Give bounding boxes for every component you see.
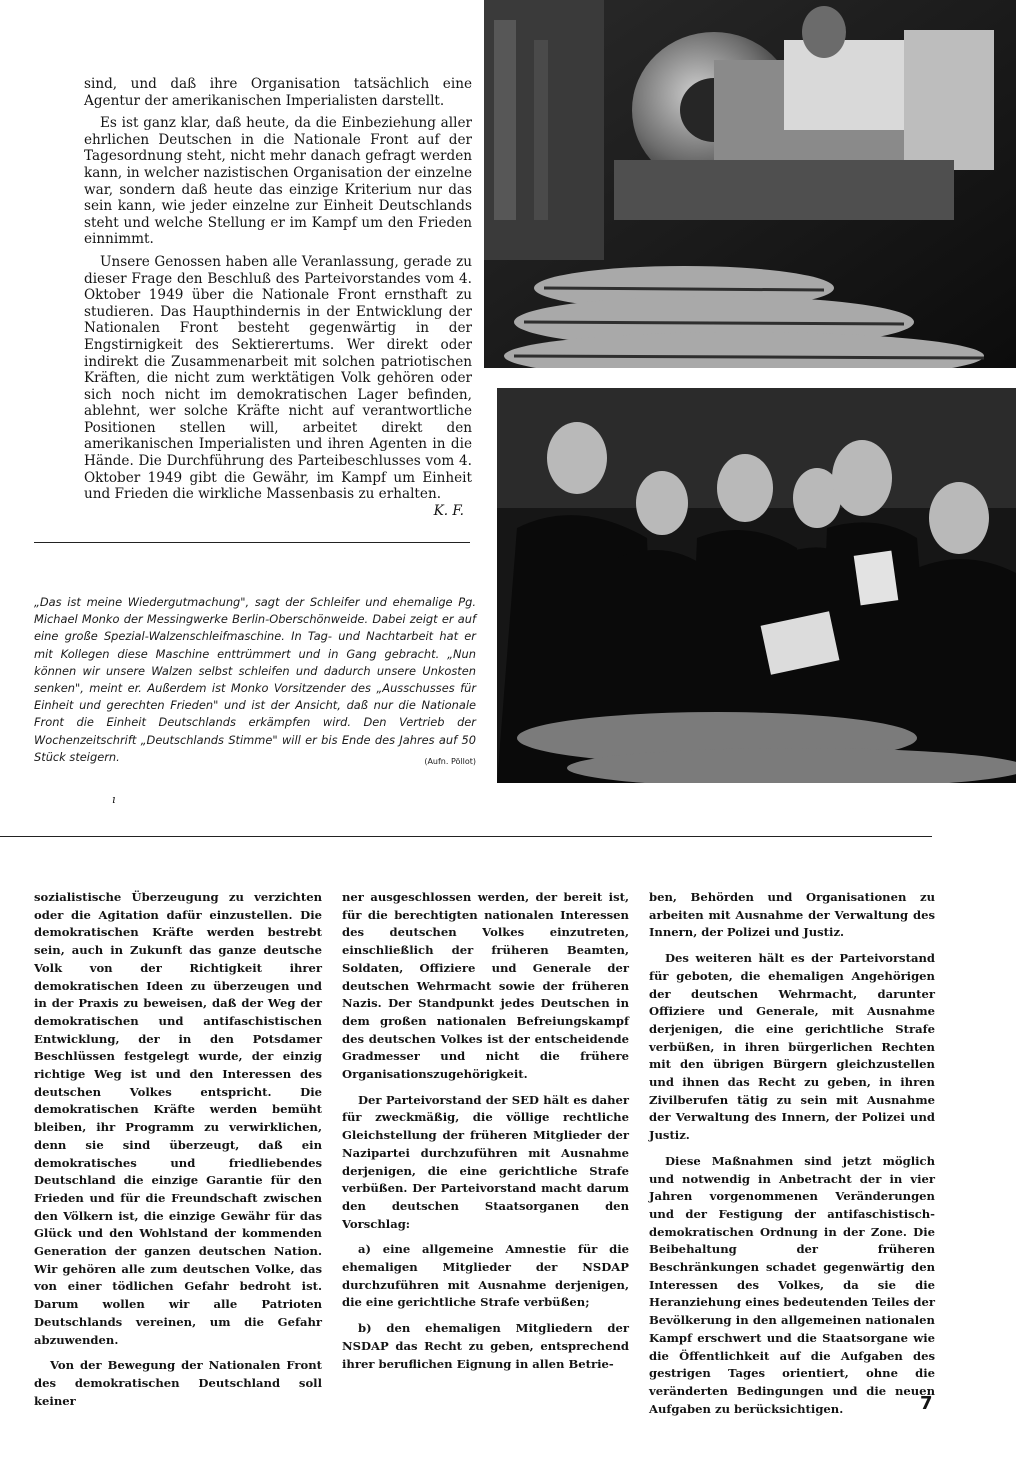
column-paragraph: ner ausgeschlossen werden, der bereit ist, für die berechtigten nationalen Interessen des deutschen Volkes einzutreten, einschließlich der früheren Beamten, Soldaten, Offiziere und Generale der deutschen Wehrmacht sowie der früheren Nazis. Der Standpunkt jedes Deutschen in dem großen nationalen Befreiungskampf des deutschen Volkes ist der entscheidende Gradmesser und nicht die frühere Organisationszugehörigkeit. bbox=[342, 890, 629, 1082]
page-number: 7 bbox=[920, 1393, 933, 1414]
machine-illustration bbox=[484, 0, 1016, 368]
column-paragraph: ben, Behörden und Organisationen zu arbeiten mit Ausnahme der Verwaltung des Innern, der Polizei und Justiz. bbox=[649, 890, 935, 940]
article-paragraph: Es ist ganz klar, daß heute, da die Einbeziehung aller ehrlichen Deutschen in die Nationale Front auf der Tagesordnung steht, nicht mehr danach gefragt werden kann, in welcher nazistischen Organisation der einzelne war, sondern daß heute das einzige Kriterium nur das sein kann, wie jeder einzelne zur Einheit Deutschlands steht und welche Stellung er im Kampf um den Frieden einnimmt. bbox=[84, 115, 472, 248]
caption-text: „Das ist meine Wiedergutmachung", sagt der Schleifer und ehemalige Pg. Michael Monko der Messingwerke Berlin-Oberschönweide. Dabei zeigt er auf eine große Spezial-Walzenschleifmaschine. In Tag- und Nachtarbeit hat er mit Kollegen diese Maschine enttrümmert und in Gang gebracht. „Nun können wir unsere Walzen selbst schleifen und dadurch unsere Unkosten senken", meint er. Außerdem ist Monko Vorsitzender des „Ausschusses für Einheit und gerechten Frieden" und ist der Ansicht, daß nur die Nationale Front die Einheit Deutschlands erkämpfen wird. Den Vertrieb der Wochenzeitschrift „Deutschlands Stimme" will er bis Ende des Jahres auf 50 Stück steigern. bbox=[34, 595, 476, 764]
column-paragraph: b) den ehemaligen Mitgliedern der NSDAP das Recht zu geben, entsprechend ihrer beruflichen Eignung in allen Betrie- bbox=[342, 1321, 629, 1371]
column-paragraph: Diese Maßnahmen sind jetzt möglich und notwendig in Anbetracht der in vier Jahren vorgenommenen Veränderungen und der Festigung der antifaschistisch-demokratischen Ordnung in der Zone. Die Beibehaltung der früheren Beschränkungen schadet gegenwärtig den Interessen des Volkes, da sie die Heranziehung eines bedeutenden Teiles der Bevölkerung in den allgemeinen nationalen Kampf erschwert und die Staatsorgane wie die Öffentlichkeit auf die Aufgaben des gestrigen Tages orientiert, ohne die veränderten Bedingungen und die neuen Aufgaben zu berücksichtigen. bbox=[649, 1153, 935, 1416]
photo-grinding-machine bbox=[484, 0, 1016, 368]
divider-main bbox=[0, 836, 932, 837]
workers-illustration bbox=[497, 388, 1016, 783]
photo-workers-group bbox=[497, 388, 1016, 783]
column-paragraph: a) eine allgemeine Amnestie für die ehemaligen Mitglieder der NSDAP durchzuführen mit Ausnahme derjenigen, die eine gerichtliche Strafe verbüßen; bbox=[342, 1242, 629, 1310]
article-paragraph: sind, und daß ihre Organisation tatsächlich eine Agentur der amerikanischen Imperialisten darstellt. bbox=[84, 76, 472, 109]
column-paragraph: Des weiteren hält es der Parteivorstand für geboten, die ehemaligen Angehörigen der deutschen Wehrmacht, darunter Offiziere und Generale, mit Ausnahme derjenigen, die eine gerichtliche Strafe verbüßen, in ihren bürgerlichen Rechten mit den übrigen Bürgern gleichzustellen und ihnen das Recht zu geben, in ihren Zivilberufen tätig zu sein mit Ausnahme der Verwaltung des Innern, der Polizei und Justiz. bbox=[649, 951, 935, 1143]
top-article bbox=[84, 76, 472, 519]
photo-credit: (Aufn. Pöllot) bbox=[424, 756, 476, 766]
stray-mark: ı bbox=[112, 793, 116, 806]
column-paragraph: Von der Bewegung der Nationalen Front des demokratischen Deutschland soll keiner bbox=[34, 1358, 322, 1408]
article-signature: K. F. bbox=[433, 502, 464, 519]
divider-caption bbox=[34, 542, 470, 543]
column-paragraph: Der Parteivorstand der SED hält es daher für zweckmäßig, die völlige rechtliche Gleichstellung der früheren Mitglieder der Nazipartei durchzuführen mit Ausnahme derjenigen, die eine gerichtliche Strafe verbüßen. Der Parteivorstand macht darum den deutschen Staatsorganen den Vorschlag: bbox=[342, 1092, 629, 1231]
bottom-column-3 bbox=[649, 889, 935, 1418]
article-paragraph: Unsere Genossen haben alle Veranlassung, gerade zu dieser Frage den Beschluß des Parteivorstandes vom 4. Oktober 1949 über die Nationale Front ernsthaft zu studieren. Das Haupthindernis in der Entwicklung der Nationalen Front besteht gegenwärtig in der Engstirnigkeit des Sektierertums. Wer direkt oder indirekt die Zusammenarbeit mit solchen patriotischen Kräften, die nicht zum werktätigen Volk gehören oder sich noch nicht im demokratischen Lager befinden, ablehnt, wer solche Kräfte nicht auf verantwortliche Positionen stellen will, arbeitet direkt den amerikanischen Imperialisten und ihren Agenten in die Hände. Die Durchführung des Parteibeschlusses vom 4. Oktober 1949 gibt die Gewähr, im Kampf um Einheit und Frieden die wirkliche Massenbasis zu erhalten. bbox=[84, 253, 472, 503]
column-paragraph: sozialistische Überzeugung zu verzichten oder die Agitation dafür einzustellen. Die demokratischen Kräfte werden bestrebt sein, auch in Zukunft das ganze deutsche Volk von der Richtigkeit ihrer demokratischen Ideen zu überzeugen und in der Praxis zu beweisen, daß der Weg der demokratischen und antifaschistischen Entwicklung, der in den Potsdamer Beschlüssen festgelegt wurde, der einzig richtige Weg ist und den Interessen des deutschen Volkes entspricht. Die demokratischen Kräfte werden bemüht bleiben, ihr Programm zu verwirklichen, denn sie sind überzeugt, daß ein demokratisches und friedliebendes Deutschland die einzige Garantie für den Frieden und für die Freundschaft zwischen den Völkern ist, die einzige Gewähr für das Glück und den Wohlstand der kommenden Generation der ganzen deutschen Nation. Wir gehören alle zum deutschen Volke, das von einer tödlichen Gefahr bedroht ist. Darum wollen wir alle Patrioten Deutschlands vereinen, um die Gefahr abzuwenden. bbox=[34, 890, 322, 1347]
bottom-column-1 bbox=[34, 889, 322, 1410]
photo-caption bbox=[34, 594, 476, 770]
bottom-column-2 bbox=[342, 889, 629, 1373]
